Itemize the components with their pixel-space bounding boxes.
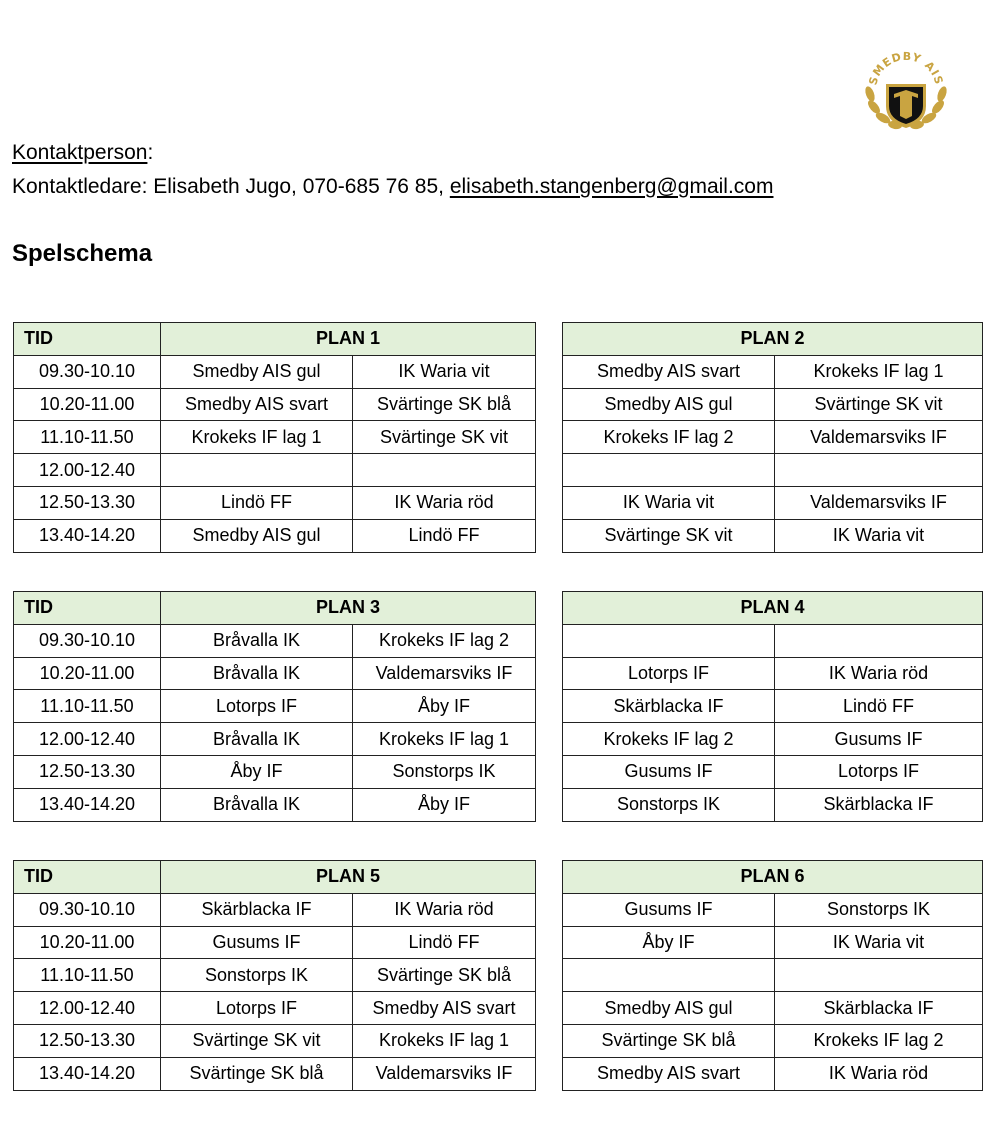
- away-team-cell: Lotorps IF: [775, 755, 983, 788]
- away-team-cell: [775, 454, 983, 487]
- time-cell: 10.20-11.00: [14, 926, 161, 959]
- home-team-cell: Svärtinge SK blå: [161, 1057, 353, 1090]
- home-team-cell: Smedby AIS svart: [563, 355, 775, 388]
- table-row: [14, 723, 536, 756]
- time-cell: 12.50-13.30: [14, 1024, 161, 1057]
- home-team-cell: Svärtinge SK vit: [161, 1024, 353, 1057]
- away-team-cell: Sonstorps IK: [353, 755, 536, 788]
- plan-title: PLAN 5: [161, 861, 536, 894]
- away-team-cell: Valdemarsviks IF: [775, 421, 983, 454]
- table-row: [563, 454, 983, 487]
- schedule-table-plan-4: [562, 591, 983, 822]
- away-team-cell: IK Waria röd: [353, 893, 536, 926]
- away-team-cell: [353, 454, 536, 487]
- away-team-cell: Åby IF: [353, 788, 536, 821]
- time-cell: 12.50-13.30: [14, 486, 161, 519]
- home-team-cell: Gusums IF: [161, 926, 353, 959]
- time-cell: 13.40-14.20: [14, 519, 161, 552]
- time-cell: 10.20-11.00: [14, 657, 161, 690]
- time-cell: 09.30-10.10: [14, 893, 161, 926]
- away-team-cell: IK Waria vit: [353, 355, 536, 388]
- away-team-cell: Sonstorps IK: [775, 893, 983, 926]
- time-cell: 12.50-13.30: [14, 755, 161, 788]
- home-team-cell: Bråvalla IK: [161, 624, 353, 657]
- away-team-cell: Valdemarsviks IF: [353, 1057, 536, 1090]
- tid-header: TID: [14, 861, 161, 894]
- club-logo: [856, 44, 956, 136]
- away-team-cell: Krokeks IF lag 2: [353, 624, 536, 657]
- away-team-cell: Lindö FF: [775, 690, 983, 723]
- schedule-table-plan-3: [13, 591, 536, 822]
- home-team-cell: Lotorps IF: [563, 657, 775, 690]
- time-cell: 13.40-14.20: [14, 788, 161, 821]
- home-team-cell: Sonstorps IK: [563, 788, 775, 821]
- svg-text:SMEDBY AIS: SMEDBY AIS: [866, 49, 946, 87]
- table-row: [14, 388, 536, 421]
- contact-leader-line: [12, 170, 773, 204]
- table-row: [563, 624, 983, 657]
- table-row: [563, 1024, 983, 1057]
- home-team-cell: Smedby AIS svart: [161, 388, 353, 421]
- away-team-cell: IK Waria vit: [775, 926, 983, 959]
- time-cell: 09.30-10.10: [14, 624, 161, 657]
- home-team-cell: Smedby AIS gul: [563, 992, 775, 1025]
- table-row: [14, 992, 536, 1025]
- home-team-cell: [161, 454, 353, 487]
- away-team-cell: Lindö FF: [353, 926, 536, 959]
- tid-header: TID: [14, 592, 161, 625]
- away-team-cell: Svärtinge SK vit: [353, 421, 536, 454]
- table-row: [14, 421, 536, 454]
- table-row: [14, 1024, 536, 1057]
- home-team-cell: Smedby AIS gul: [161, 355, 353, 388]
- table-row: [563, 421, 983, 454]
- time-cell: 09.30-10.10: [14, 355, 161, 388]
- contact-label-colon: :: [147, 141, 154, 164]
- time-cell: 11.10-11.50: [14, 421, 161, 454]
- table-row: [563, 519, 983, 552]
- time-cell: 13.40-14.20: [14, 1057, 161, 1090]
- table-row: [563, 893, 983, 926]
- away-team-cell: IK Waria vit: [775, 519, 983, 552]
- home-team-cell: [563, 959, 775, 992]
- table-row: [14, 486, 536, 519]
- contact-leader-text: Kontaktledare: Elisabeth Jugo, 070-685 76 85,: [12, 175, 450, 198]
- table-row: [14, 657, 536, 690]
- home-team-cell: Svärtinge SK vit: [563, 519, 775, 552]
- home-team-cell: [563, 624, 775, 657]
- home-team-cell: Smedby AIS svart: [563, 1057, 775, 1090]
- table-row: [14, 624, 536, 657]
- home-team-cell: Lindö FF: [161, 486, 353, 519]
- plan-title: PLAN 1: [161, 323, 536, 356]
- plan-title: PLAN 4: [563, 592, 983, 625]
- home-team-cell: Krokeks IF lag 2: [563, 421, 775, 454]
- home-team-cell: [563, 454, 775, 487]
- away-team-cell: Åby IF: [353, 690, 536, 723]
- schedule-table-plan-5: [13, 860, 536, 1091]
- home-team-cell: Smedby AIS gul: [563, 388, 775, 421]
- home-team-cell: Bråvalla IK: [161, 657, 353, 690]
- home-team-cell: Bråvalla IK: [161, 723, 353, 756]
- home-team-cell: Skärblacka IF: [563, 690, 775, 723]
- home-team-cell: Svärtinge SK blå: [563, 1024, 775, 1057]
- table-row: [563, 690, 983, 723]
- schedule-table-plan-1: [13, 322, 536, 553]
- table-row: [563, 788, 983, 821]
- home-team-cell: Åby IF: [563, 926, 775, 959]
- table-row: [14, 519, 536, 552]
- away-team-cell: Valdemarsviks IF: [353, 657, 536, 690]
- home-team-cell: Gusums IF: [563, 755, 775, 788]
- schedule-table-plan-2: [562, 322, 983, 553]
- table-row: [563, 486, 983, 519]
- home-team-cell: Gusums IF: [563, 893, 775, 926]
- home-team-cell: Krokeks IF lag 2: [563, 723, 775, 756]
- table-row: [14, 690, 536, 723]
- plan-title: PLAN 2: [563, 323, 983, 356]
- away-team-cell: IK Waria röd: [775, 657, 983, 690]
- away-team-cell: IK Waria röd: [775, 1057, 983, 1090]
- away-team-cell: Krokeks IF lag 1: [775, 355, 983, 388]
- away-team-cell: Skärblacka IF: [775, 992, 983, 1025]
- contact-label: Kontaktperson: [12, 141, 148, 164]
- away-team-cell: Svärtinge SK blå: [353, 959, 536, 992]
- plan-title: PLAN 6: [563, 861, 983, 894]
- table-row: [563, 755, 983, 788]
- away-team-cell: [775, 959, 983, 992]
- table-row: [563, 723, 983, 756]
- away-team-cell: Gusums IF: [775, 723, 983, 756]
- contact-label-line: [12, 136, 773, 170]
- table-row: [563, 355, 983, 388]
- away-team-cell: Skärblacka IF: [775, 788, 983, 821]
- schedule-table-plan-6: [562, 860, 983, 1091]
- schedule-heading: Spelschema: [12, 240, 153, 267]
- home-team-cell: Lotorps IF: [161, 992, 353, 1025]
- away-team-cell: Krokeks IF lag 2: [775, 1024, 983, 1057]
- away-team-cell: Valdemarsviks IF: [775, 486, 983, 519]
- home-team-cell: Skärblacka IF: [161, 893, 353, 926]
- table-row: [14, 926, 536, 959]
- home-team-cell: Lotorps IF: [161, 690, 353, 723]
- contact-email-link[interactable]: elisabeth.stangenberg@gmail.com: [449, 175, 774, 198]
- table-row: [14, 755, 536, 788]
- table-row: [14, 355, 536, 388]
- table-row: [14, 454, 536, 487]
- away-team-cell: Smedby AIS svart: [353, 992, 536, 1025]
- home-team-cell: Sonstorps IK: [161, 959, 353, 992]
- table-row: [563, 959, 983, 992]
- home-team-cell: Krokeks IF lag 1: [161, 421, 353, 454]
- table-row: [563, 388, 983, 421]
- time-cell: 11.10-11.50: [14, 690, 161, 723]
- away-team-cell: [775, 624, 983, 657]
- time-cell: 12.00-12.40: [14, 454, 161, 487]
- home-team-cell: Åby IF: [161, 755, 353, 788]
- contact-section: [12, 136, 773, 204]
- table-row: [14, 1057, 536, 1090]
- table-row: [563, 1057, 983, 1090]
- tid-header: TID: [14, 323, 161, 356]
- table-row: [563, 657, 983, 690]
- plan-title: PLAN 3: [161, 592, 536, 625]
- away-team-cell: Krokeks IF lag 1: [353, 1024, 536, 1057]
- table-row: [14, 959, 536, 992]
- time-cell: 10.20-11.00: [14, 388, 161, 421]
- away-team-cell: Lindö FF: [353, 519, 536, 552]
- time-cell: 12.00-12.40: [14, 723, 161, 756]
- table-row: [14, 788, 536, 821]
- home-team-cell: Bråvalla IK: [161, 788, 353, 821]
- table-row: [14, 893, 536, 926]
- home-team-cell: Smedby AIS gul: [161, 519, 353, 552]
- time-cell: 12.00-12.40: [14, 992, 161, 1025]
- away-team-cell: Krokeks IF lag 1: [353, 723, 536, 756]
- table-row: [563, 926, 983, 959]
- away-team-cell: Svärtinge SK vit: [775, 388, 983, 421]
- table-row: [563, 992, 983, 1025]
- away-team-cell: IK Waria röd: [353, 486, 536, 519]
- away-team-cell: Svärtinge SK blå: [353, 388, 536, 421]
- time-cell: 11.10-11.50: [14, 959, 161, 992]
- home-team-cell: IK Waria vit: [563, 486, 775, 519]
